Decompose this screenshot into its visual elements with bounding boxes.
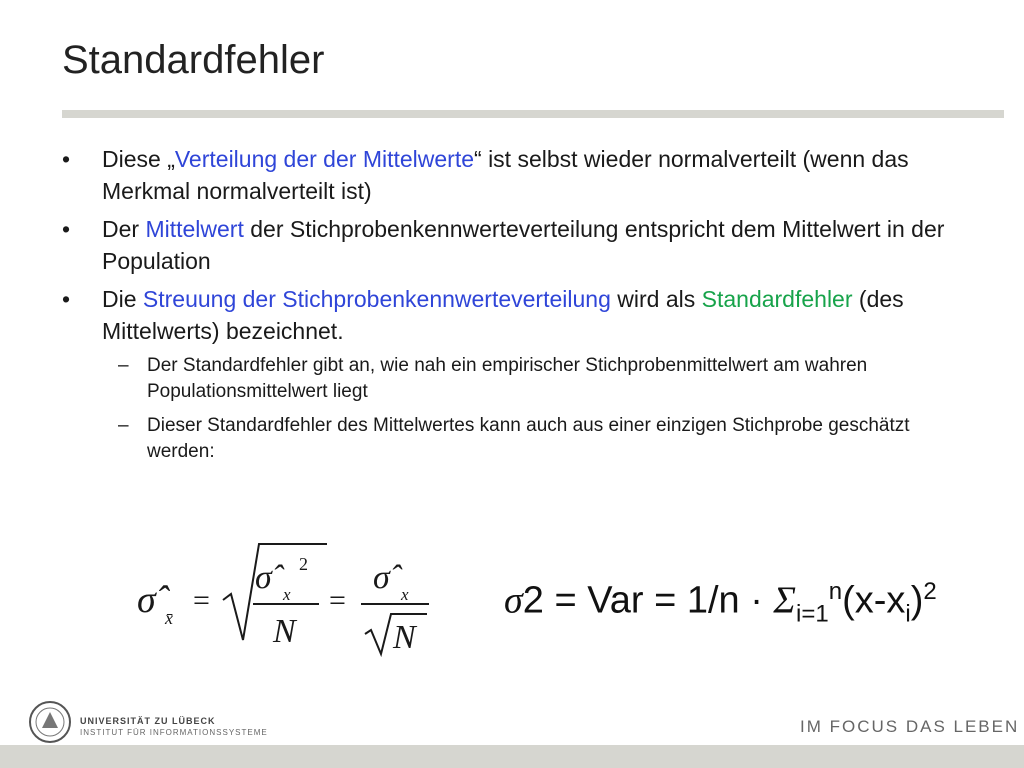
- bullet-3-pre: Die: [102, 286, 143, 312]
- eq-sum-sign: Σ: [773, 579, 797, 622]
- bullet-1-pre: Diese „: [102, 146, 175, 172]
- formula-den-N: N: [273, 613, 296, 650]
- bullet-1-highlight: Verteilung der der Mittelwerte: [174, 146, 475, 172]
- university-seal-logo: [28, 700, 72, 744]
- subbullet-2-text: Dieser Standardfehler des Mittelwertes kann auch aus einer einzigen Stichprobe geschätzt werden:: [147, 415, 910, 462]
- bullet-item-3: [60, 283, 980, 347]
- institute-name: INSTITUT FÜR INFORMATIONSSYSTEME: [80, 728, 268, 737]
- eq-sub-i: i: [905, 600, 911, 628]
- eq-sum-upper: n: [828, 578, 843, 605]
- bullet-list: [60, 143, 980, 473]
- formula-num2-sigma: σ̂: [373, 559, 390, 596]
- bullet-2-post: der Stichprobenkennwerteverteilung entspricht dem Mittelwert in der Population: [102, 216, 945, 274]
- bullet-3-mid: wird als: [610, 286, 702, 312]
- bullet-marker: •: [62, 286, 71, 312]
- formula-equals-1: =: [193, 584, 210, 617]
- eq-square: 2: [522, 579, 544, 622]
- bullet-2-highlight: Mittelwert: [145, 216, 244, 242]
- university-name: UNIVERSITÄT ZU LÜBECK: [80, 716, 216, 726]
- university-motto: IM FOCUS DAS LEBEN: [800, 717, 1020, 736]
- formula-sub-xbar: x̄: [165, 608, 173, 628]
- eq-exp-2: 2: [923, 578, 937, 605]
- bullet-3-post: (des Mittelwerts) bezeichnet.: [102, 286, 904, 344]
- bullet-2-pre: Der: [102, 216, 146, 242]
- dash-marker: –: [118, 355, 129, 376]
- eq-text-1: = Var = 1/n ·: [543, 579, 774, 622]
- formula-exponent: 2: [299, 554, 308, 574]
- eq-sum-lower: i=1: [796, 600, 829, 628]
- eq-text-3: ): [910, 579, 924, 622]
- subbullet-item-2: [60, 413, 980, 465]
- dash-marker: –: [118, 415, 129, 436]
- title-divider: [62, 110, 1004, 118]
- formula-den2-N: N: [393, 619, 416, 656]
- subbullet-1-text: Der Standardfehler gibt an, wie nah ein empirischer Stichprobenmittelwert am wahren Populationsmittelwert liegt: [147, 355, 868, 402]
- variance-equation: [504, 578, 937, 628]
- slide-title: Standardfehler: [62, 38, 325, 82]
- formula-num-sub: x: [283, 585, 291, 604]
- footer-bar: [0, 745, 1024, 768]
- eq-sigma: σ: [504, 579, 523, 622]
- bullet-3-highlight: Streuung der Stichprobenkennwerteverteilung: [142, 286, 611, 312]
- formula-num-sigma: σ̂: [255, 559, 272, 596]
- formula-sigma-hat: σ̂: [137, 579, 156, 621]
- bullet-3-highlight-green: Standardfehler: [701, 286, 853, 312]
- bullet-marker: •: [62, 146, 71, 172]
- eq-text-2: (x-x: [842, 579, 906, 622]
- bullet-marker: •: [62, 216, 71, 242]
- formula-num2-sub: x: [401, 585, 409, 604]
- standard-error-formula: [135, 530, 435, 670]
- formula-equals-2: =: [329, 584, 346, 617]
- bullet-item-1: [60, 143, 980, 207]
- bullet-1-post: “ ist selbst wieder normalverteilt (wenn das Merkmal normalverteilt ist): [102, 146, 909, 204]
- subbullet-item-1: [60, 353, 980, 405]
- bullet-item-2: [60, 213, 980, 277]
